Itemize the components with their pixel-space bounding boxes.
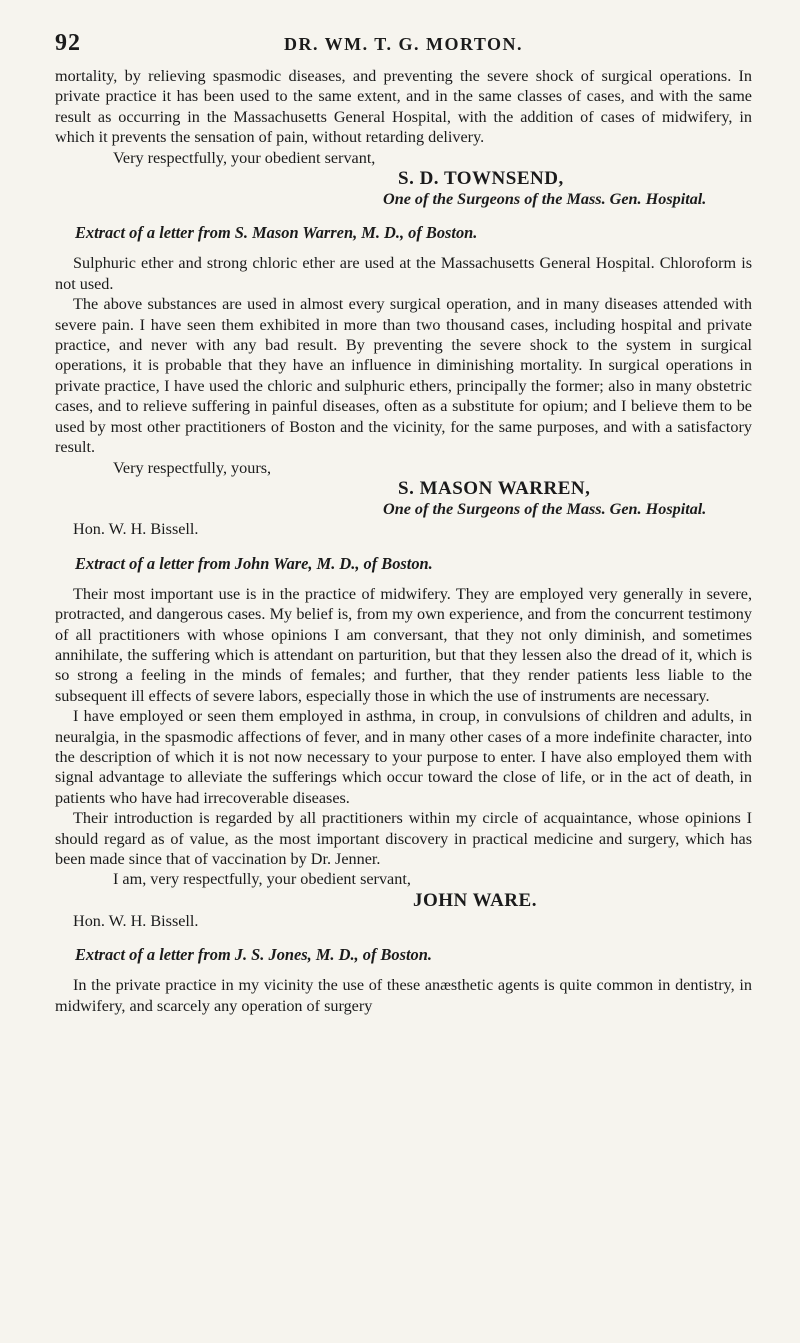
ware-closing: I am, very respectfully, your obedient servant, [113, 870, 411, 889]
warren-heading: Extract of a letter from S. Mason Warren, M. D., of Boston. [75, 223, 478, 243]
ware-heading: Extract of a letter from John Ware, M. D., of Boston. [75, 553, 433, 573]
townsend-signature: S. D. TOWNSEND, [398, 168, 564, 190]
jones-heading: Extract of a letter from J. S. Jones, M. D., of Boston. [75, 945, 432, 965]
townsend-closing: Very respectfully, your obedient servant, [113, 148, 376, 167]
townsend-title: One of the Surgeons of the Mass. Gen. Hospital. [383, 190, 707, 209]
warren-addressee: Hon. W. H. Bissell. [73, 520, 199, 539]
running-title: DR. WM. T. G. MORTON. [283, 34, 524, 54]
page-number: 92 [55, 30, 81, 56]
ware-paragraph: Their introduction is regarded by all practitioners within my circle of acquaintance, whose opinions I should regard as of value, as the most important discovery in practical medicine and surgery, which has been made since that of vaccination by Dr. Jenner. [55, 809, 752, 868]
townsend-body: mortality, by relieving spasmodic diseases, and preventing the severe shock of surgical operations. In private practice it has been used to the same extent, and in the same classes of cases, and with the same result as occurring in the Massachusetts General Hospital, with the addition of cases of midwifery, in which it prevents the sensation of pain, without retarding delivery. [55, 67, 752, 147]
ware-signature: JOHN WARE. [413, 889, 537, 911]
warren-paragraph: The above substances are used in almost every surgical operation, and in many diseases attended with severe pain. I have seen them exhibited in more than two thousand cases, including hospital and private practice, and never with any bad result. By preventing the severe shock to the system in surgical operations, it is probable that they have an influence in diminishing mortality. In surgical operations in private practice, I have used the chloric and sulphuric ethers, principally the former; also in many obstetric cases, and to relieve suffering in painful diseases, often as a substitute for opium; and I believe them to be used by most other practitioners of Boston and the vicinity, for the same purposes, and with a satisfactory result. [55, 295, 752, 457]
ware-paragraph: I have employed or seen them employed in asthma, in croup, in convulsions of children and adults, in neuralgia, in the spasmodic affections of fever, and in many other cases of a more indefinite character, into the description of which it is not now necessary to your purpose to enter. I have also employed them with signal advantage to alleviate the sufferings which occur toward the close of life, or in the act of death, in patients who have had irrecoverable diseases. [55, 707, 752, 807]
ware-paragraph: Their most important use is in the practice of midwifery. They are employed very generally in severe, protracted, and dangerous cases. My belief is, from my own experience, and from the concurrent testimony of all practitioners with whose opinions I am conversant, that they not only diminish, and sometimes annihilate, the suffering which is attendant on parturition, but that they lessen also the dread of it, which is so strong a feeling in the minds of females; and further, that they render patients less liable to the subsequent ill effects of severe labors, especially those in which the use of instruments are necessary. [55, 584, 752, 705]
warren-paragraph: Sulphuric ether and strong chloric ether are used at the Massachusetts General Hospital. Chloroform is not used. [55, 254, 752, 293]
warren-title: One of the Surgeons of the Mass. Gen. Hospital. [383, 499, 707, 518]
warren-closing: Very respectfully, yours, [113, 458, 272, 477]
warren-signature: S. MASON WARREN, [398, 477, 591, 499]
running-head [55, 30, 752, 60]
ware-addressee: Hon. W. H. Bissell. [73, 911, 199, 930]
jones-paragraph: In the private practice in my vicinity the use of these anæsthetic agents is quite common in dentistry, in midwifery, and scarcely any operation of surgery [55, 976, 752, 1015]
